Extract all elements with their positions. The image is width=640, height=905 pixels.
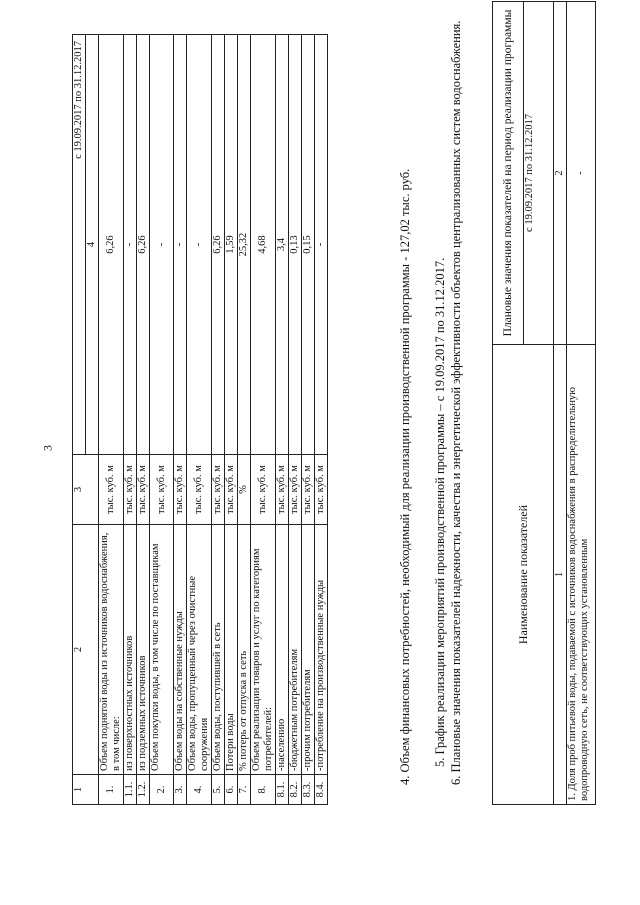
row-unit: %	[238, 455, 251, 525]
row-value: -	[174, 35, 187, 455]
header-cell-names: Наименование показателей	[493, 345, 554, 805]
table-row	[567, 2, 596, 805]
row-number: 2.	[150, 775, 174, 805]
row-name: Объем реализации товаров и услуг по категориям потребителей:	[251, 525, 276, 775]
header-cell	[73, 35, 99, 455]
row-unit: тыс. куб. м	[124, 455, 137, 525]
row-unit: тыс. куб. м	[150, 455, 174, 525]
row-name: Объем воды, поступившей в сеть	[212, 525, 225, 775]
table-row	[251, 35, 276, 805]
row-unit: тыс. куб. м	[187, 455, 212, 525]
table-row	[225, 35, 238, 805]
row-value: 3,4	[276, 35, 289, 455]
row-number: 8.	[251, 775, 276, 805]
row-name: Объем поднятой воды из источников водоснабжения, в том числе:	[99, 525, 124, 775]
row-value: 6,26	[99, 35, 124, 455]
row-name: -населению	[276, 525, 289, 775]
header-cell: 1	[554, 345, 567, 805]
row-number: 6.	[225, 775, 238, 805]
table-row	[302, 35, 315, 805]
row-unit: тыс. куб. м	[251, 455, 276, 525]
page-number: 3	[40, 445, 55, 451]
table-row	[150, 35, 174, 805]
row-number: 8.3.	[302, 775, 315, 805]
row-number: 8.2.	[289, 775, 302, 805]
row-name: из поверхностных источников	[124, 525, 137, 775]
row-name: Объем покупки воды, в том числе по поставщикам	[150, 525, 174, 775]
row-number: 3.	[174, 775, 187, 805]
table-row	[238, 35, 251, 805]
row-name: % потерь от отпуска в сеть	[238, 525, 251, 775]
header-cell: 1	[73, 775, 99, 805]
table-number-row	[554, 2, 567, 805]
row-number: 8.1.	[276, 775, 289, 805]
row-unit: тыс. куб. м	[174, 455, 187, 525]
row-value: -	[150, 35, 174, 455]
table-row	[99, 35, 124, 805]
row-unit: тыс. куб. м	[302, 455, 315, 525]
row-name: Потери воды	[225, 525, 238, 775]
row-name: -прочим потребителям	[302, 525, 315, 775]
row-name: -бюджетным потребителям	[289, 525, 302, 775]
row-value: -	[187, 35, 212, 455]
row-number: 4.	[187, 775, 212, 805]
row-unit: тыс. куб. м	[212, 455, 225, 525]
row-value: 25,32	[238, 35, 251, 455]
paragraph-schedule: 5. График реализации мероприятий производственной программы – с 19.09.2017 по 31.12.2017.	[433, 257, 447, 767]
table-row	[289, 35, 302, 805]
paragraph-financial-needs: 4. Объем финансовых потребностей, необходимый для реализации производственной программы - 127,02 тыс. руб.	[398, 168, 412, 785]
row-number: 1.	[99, 775, 124, 805]
row-value: 1,59	[225, 35, 238, 455]
header-cell: 2	[554, 2, 567, 345]
header-cell: 3	[73, 455, 99, 525]
row-number: 1.1.	[124, 775, 137, 805]
header-cell-values: Плановые значения показателей на период реализации программы	[493, 2, 524, 345]
row-unit: тыс. куб. м	[315, 455, 328, 525]
table-row	[276, 35, 289, 805]
table-header-row	[73, 35, 99, 805]
table-row	[212, 35, 225, 805]
row-number: 5.	[212, 775, 225, 805]
row-name: из подземных источников	[137, 525, 150, 775]
header-cell: 2	[73, 525, 99, 775]
row-unit: тыс. куб. м	[276, 455, 289, 525]
table-row	[124, 35, 137, 805]
indicator-value: -	[567, 2, 596, 345]
row-value: -	[124, 35, 137, 455]
paragraph-indicators: 6. Плановые значения показателей надежности, качества и энергетической эффективности объектов централизованных систем водоснабжения.	[449, 20, 463, 785]
row-name: -потребление на производственные нужды	[315, 525, 328, 775]
row-unit: тыс. куб. м	[289, 455, 302, 525]
table-row	[137, 35, 150, 805]
table-header-row	[493, 2, 524, 805]
period-label: с 19.09.2017 по 31.12.2017	[73, 35, 86, 454]
row-name: Объем воды, пропущенный через очистные сооружения	[187, 525, 212, 775]
table-row	[174, 35, 187, 805]
column-number: 4	[86, 241, 97, 248]
row-unit: тыс. куб. м	[225, 455, 238, 525]
row-number: 8.4.	[315, 775, 328, 805]
row-value: 4,68	[251, 35, 276, 455]
row-value: 0,13	[289, 35, 302, 455]
water-balance-table	[72, 34, 328, 805]
table-row	[315, 35, 328, 805]
row-number: 1.2.	[137, 775, 150, 805]
row-value: 6,26	[212, 35, 225, 455]
row-value: 6,26	[137, 35, 150, 455]
row-value: -	[315, 35, 328, 455]
row-unit: тыс. куб. м	[99, 455, 124, 525]
table-row	[187, 35, 212, 805]
row-value: 0,15	[302, 35, 315, 455]
row-name: Объем воды на собственные нужды	[174, 525, 187, 775]
row-unit: тыс. куб. м	[137, 455, 150, 525]
indicators-table	[492, 1, 596, 805]
period-label: с 19.09.2017 по 31.12.2017	[524, 2, 554, 345]
indicator-name: 1. Доля проб питьевой воды, подаваемой с источников водоснабжения в распределительную водопроводную сеть, не соответствующих установленным	[567, 345, 596, 805]
row-number: 7.	[238, 775, 251, 805]
